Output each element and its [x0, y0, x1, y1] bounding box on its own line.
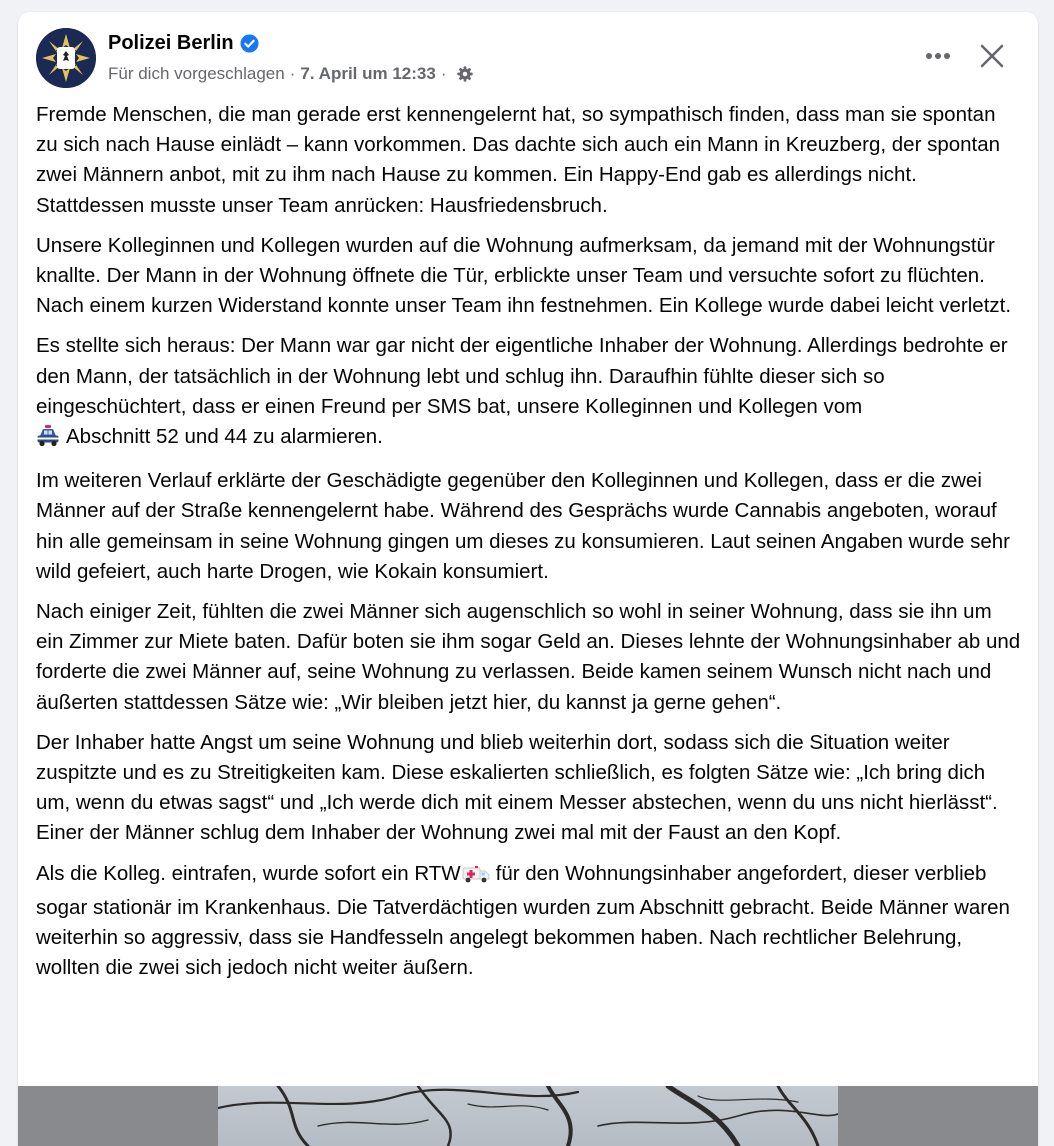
post-meta [108, 64, 474, 84]
close-icon [980, 44, 1004, 68]
suggested-label: Für dich vorgeschlagen [108, 64, 285, 83]
paragraph-text: für den Wohnungsinhaber angefordert, dieser verblieb sogar stationär im Krankenhaus. Die Tatverdächtigen wurden zum Abschnitt gebracht. Beide Männer waren weiterhin so aggressiv, dass sie Handfesseln angelegt bekommen haben. Nach rechtlicher Belehrung, wollten die zwei sich jedoch nicht weiter äußern. [36, 861, 1010, 980]
more-options-button[interactable] [918, 36, 958, 76]
post-photo[interactable] [218, 1086, 838, 1146]
more-dots-icon [925, 52, 951, 60]
post-timestamp[interactable]: 7. April um 12:33 [300, 64, 436, 83]
post-paragraph: Unsere Kolleginnen und Kollegen wurden auf die Wohnung aufmerksam, da jemand mit der Wohnungstür knallte. Der Mann in der Wohnung öffnete die Tür, erblickte unser Team und versuchte sofort zu flüchten. Nach einem kurzen Widerstand konnte unser Team ihn festnehmen. Ein Kollege wurde dabei leicht verletzt. [36, 233, 1012, 318]
verified-badge-icon [240, 34, 259, 53]
paragraph-text: Der Inhaber hatte Angst um seine Wohnung und blieb weiterhin dort, sodass sich die Situation weiter zuspitzte und es zu Streitigkeiten kam. Diese eskalierten schließlich, es folgten Sätze wie: „Ich bring dich um, wenn du etwas sagst“ und „Ich werde dich mit einem Messer abstechen, wenn du uns nicht hierlässt“. [36, 730, 998, 815]
meta-separator: · [289, 64, 296, 83]
meta-separator-2: · [440, 64, 447, 83]
post-paragraph [36, 859, 1021, 984]
post-paragraph [36, 331, 1021, 456]
ambulance-emoji-icon [462, 863, 490, 893]
post-media[interactable] [18, 1086, 1038, 1146]
tree-branches-photo [218, 1086, 838, 1146]
close-button[interactable] [972, 36, 1012, 76]
paragraph-text: Einer der Männer schlug dem Inhaber der Wohnung zwei mal mit der Faust an den Kopf. [36, 821, 842, 845]
post-paragraph [36, 728, 1021, 849]
post-paragraph: Fremde Menschen, die man gerade erst kennengelernt hat, so sympathisch finden, dass man sie spontan zu sich nach Hause einlädt – kann vorkommen. Das dachte sich auch ein Mann in Kreuzberg, der spontan zwei Männern anbot, mit zu ihm nach Hause zu kommen. Ein Happy-End gab es allerdings nicht. Stattdessen musste unser Team anrücken: Hausfriedensbruch. [36, 103, 1001, 217]
gear-icon[interactable] [456, 65, 474, 83]
avatar[interactable] [36, 28, 96, 88]
post-card [18, 12, 1038, 1146]
paragraph-text: Es stellte sich heraus: Der Mann war gar nicht der eigentliche Inhaber der Wohnung. Allerdings bedrohte er den Mann, der tatsächlich in der Wohnung lebt und schlug ihn. Daraufhin fühlte dieser sich so eingeschüchtert, dass er einen Freund per SMS bat, unsere Kolleginnen und Kollegen vom [36, 334, 1008, 418]
post-paragraph: Im weiteren Verlauf erklärte der Geschädigte gegenüber den Kolleginnen und Kollegen, dass er die zwei Männer auf der Straße kennengelernt habe. Während des Gesprächs wurde Cannabis angeboten, worauf hin alle gemeinsam in seine Wohnung gingen um dieses zu konsumieren. Laut seinen Angaben wurde sehr wild gefeiert, auch harte Drogen, wie Kokain konsumiert. [36, 469, 1010, 583]
police-car-emoji-icon [36, 425, 60, 456]
paragraph-text: Als die Kolleg. eintrafen, wurde sofort ein RTW [36, 861, 461, 885]
post-body [36, 100, 1021, 993]
name-row [108, 32, 259, 55]
page-name[interactable]: Polizei Berlin [108, 32, 234, 54]
police-star-logo-icon [36, 28, 96, 88]
paragraph-text-line2: Abschnitt 52 und 44 zu alarmieren. [66, 425, 383, 449]
post-paragraph: Nach einiger Zeit, fühlten die zwei Männer sich augenschlich so wohl in seiner Wohnung, dass sie ihn um ein Zimmer zur Miete baten. Dafür boten sie ihm sogar Geld an. Dieses lehnte der Wohnungsinhaber ab und forderte die zwei Männer auf, seine Wohnung zu verlassen. Beide kamen seinem Wunsch nicht nach und äußerten stattdessen Sätze wie: „Wir bleiben jetzt hier, du kannst ja gerne gehen“. [36, 600, 1021, 714]
post-header [18, 12, 1038, 102]
